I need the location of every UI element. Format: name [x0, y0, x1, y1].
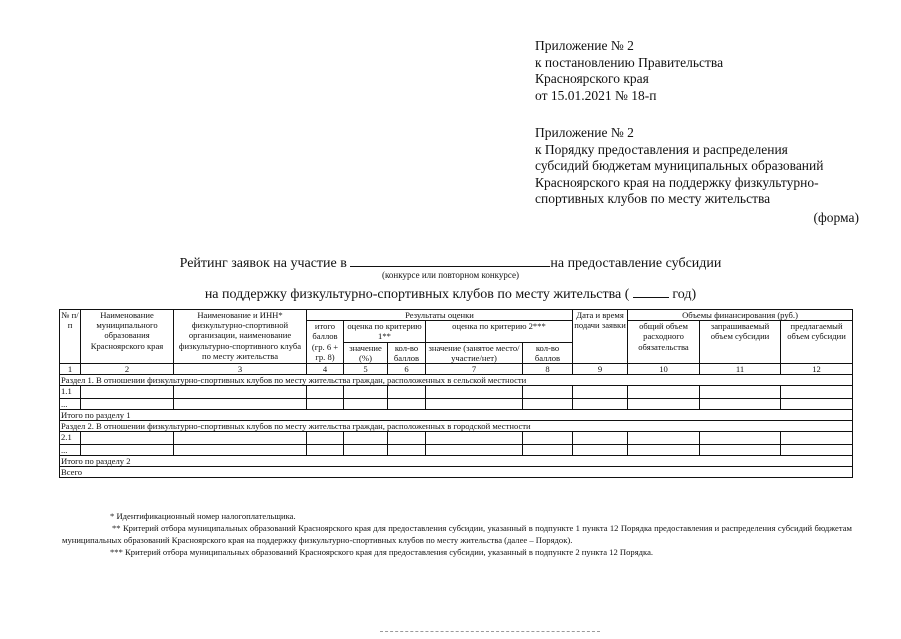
- table-cell[interactable]: [523, 399, 573, 410]
- table-cell[interactable]: [307, 445, 344, 456]
- row-number: 1.1: [60, 386, 81, 399]
- col-header-fin-total: общий объем расходного обязательства: [628, 321, 700, 364]
- table-cell[interactable]: [174, 386, 307, 399]
- table-cell[interactable]: [628, 399, 700, 410]
- title-line2a: на поддержку физкультурно-спортивных клубов по месту жительства (: [204, 287, 630, 302]
- col-header-num: № п/п: [60, 310, 81, 364]
- table-cell[interactable]: [523, 386, 573, 399]
- table-row: [60, 399, 853, 410]
- appendix-header: [535, 38, 723, 104]
- table-cell[interactable]: [388, 386, 426, 399]
- table-cell[interactable]: [174, 432, 307, 445]
- table-cell[interactable]: [523, 445, 573, 456]
- col-header-value-place: значение (занятое место/участие/нет): [426, 342, 523, 363]
- table-cell[interactable]: [174, 399, 307, 410]
- table-cell[interactable]: [426, 399, 523, 410]
- table-cell[interactable]: [344, 386, 388, 399]
- table-cell[interactable]: [628, 386, 700, 399]
- table-cell[interactable]: [573, 386, 628, 399]
- table-cell[interactable]: [426, 432, 523, 445]
- footnote-1: * Идентификационный номер налогоплательщика.: [110, 511, 296, 521]
- col-number: 11: [700, 364, 781, 375]
- year-blank[interactable]: [633, 285, 669, 298]
- table-cell[interactable]: [781, 399, 853, 410]
- table-cell[interactable]: [628, 445, 700, 456]
- table-cell[interactable]: [344, 399, 388, 410]
- col-number: 4: [307, 364, 344, 375]
- table-cell[interactable]: [781, 445, 853, 456]
- rating-table: [59, 309, 853, 478]
- col-number: 8: [523, 364, 573, 375]
- row-number: 2.1: [60, 432, 81, 445]
- table-cell[interactable]: [573, 399, 628, 410]
- title-part2: на предоставление субсидии: [550, 256, 722, 271]
- section1-total: Итого по разделу 1: [60, 410, 853, 421]
- table-row: [60, 432, 853, 445]
- table-cell[interactable]: [781, 386, 853, 399]
- section2-total: Итого по разделу 2: [60, 456, 853, 467]
- header2-line: спортивных клубов по месту жительства: [535, 191, 771, 207]
- col-header-organization: Наименование и ИНН* физкультурно-спортивной организации, наименование физкультурно-спортивного клуба по месту жительства: [174, 310, 307, 364]
- header-line: от 15.01.2021 № 18-п: [535, 87, 657, 103]
- appendix-header-2: [535, 125, 823, 208]
- page-edge-divider: [380, 631, 600, 632]
- header2-line: Красноярского края на поддержку физкультурно-: [535, 174, 819, 190]
- table-cell[interactable]: [628, 432, 700, 445]
- col-number: 10: [628, 364, 700, 375]
- col-header-results: Результаты оценки: [307, 310, 573, 321]
- col-number: 1: [60, 364, 81, 375]
- header2-line: субсидий бюджетам муниципальных образований: [535, 158, 824, 174]
- col-number: 7: [426, 364, 523, 375]
- col-number: 5: [344, 364, 388, 375]
- section1-title: Раздел 1. В отношении физкультурно-спортивных клубов по месту жительства граждан, расположенных в сельской местности: [60, 375, 853, 386]
- row-ellipsis: ...: [60, 445, 81, 456]
- col-number: 3: [174, 364, 307, 375]
- table-cell[interactable]: [700, 432, 781, 445]
- row-ellipsis: ...: [60, 399, 81, 410]
- col-header-points1: кол-во баллов: [388, 342, 426, 363]
- table-row: [60, 445, 853, 456]
- contest-type-blank[interactable]: [350, 254, 550, 267]
- col-number: 2: [81, 364, 174, 375]
- col-header-financing: Объемы финансирования (руб.): [628, 310, 853, 321]
- table-cell[interactable]: [388, 445, 426, 456]
- table-cell[interactable]: [81, 399, 174, 410]
- footnote-3: *** Критерий отбора муниципальных образований Красноярского края для предоставления субсидии, указанный в подпункте 2 пункта 12 Порядка.: [110, 547, 654, 557]
- title-part1: Рейтинг заявок на участие в: [179, 256, 347, 271]
- table-cell[interactable]: [573, 432, 628, 445]
- table-cell[interactable]: [81, 386, 174, 399]
- col-number: 12: [781, 364, 853, 375]
- col-number: 9: [573, 364, 628, 375]
- table-cell[interactable]: [388, 399, 426, 410]
- col-header-total-points: итого баллов (гр. 6 + гр. 8): [307, 321, 344, 364]
- section2-title: Раздел 2. В отношении физкультурно-спортивных клубов по месту жительства граждан, расположенных в городской местности: [60, 421, 853, 432]
- table-cell[interactable]: [81, 432, 174, 445]
- document-title-line2: [0, 285, 901, 303]
- table-cell[interactable]: [174, 445, 307, 456]
- col-number: 6: [388, 364, 426, 375]
- header2-line: к Порядку предоставления и распределения: [535, 141, 788, 157]
- table-cell[interactable]: [307, 399, 344, 410]
- col-header-points2: кол-во баллов: [523, 342, 573, 363]
- header-line: Красноярского края: [535, 71, 649, 87]
- footnote-2: ** Критерий отбора муниципальных образований Красноярского края для предоставления субсидии, указанный в подпункте 1 пункта 12 Порядка предоставления и распределения субсидий бюджетам муниципальных образований Красноярского края на поддержку физкультурно-спортивных клубов по месту жительства (далее – Порядок).: [62, 523, 852, 545]
- form-label: (форма): [813, 210, 859, 225]
- table-cell[interactable]: [307, 386, 344, 399]
- table-cell[interactable]: [344, 432, 388, 445]
- table-cell[interactable]: [700, 386, 781, 399]
- table-cell[interactable]: [344, 445, 388, 456]
- table-cell[interactable]: [81, 445, 174, 456]
- table-cell[interactable]: [523, 432, 573, 445]
- title-line2b: год): [672, 287, 697, 302]
- col-header-fin-requested: запрашиваемый объем субсидии: [700, 321, 781, 364]
- table-cell[interactable]: [573, 445, 628, 456]
- header-line: Приложение № 2: [535, 38, 634, 53]
- col-header-value-pct: значение (%): [344, 342, 388, 363]
- table-cell[interactable]: [700, 399, 781, 410]
- table-cell[interactable]: [426, 386, 523, 399]
- contest-type-hint: (конкурсе или повторном конкурсе): [382, 270, 520, 280]
- col-header-date: Дата и время подачи заявки: [573, 310, 628, 364]
- table-cell[interactable]: [426, 445, 523, 456]
- table-row: [60, 386, 853, 399]
- header2-line: Приложение № 2: [535, 125, 634, 140]
- table-cell[interactable]: [700, 445, 781, 456]
- table-cell[interactable]: [781, 432, 853, 445]
- table-cell[interactable]: [388, 432, 426, 445]
- header-line: к постановлению Правительства: [535, 54, 724, 70]
- table-cell[interactable]: [307, 432, 344, 445]
- col-header-criterion2: оценка по критерию 2***: [426, 321, 573, 342]
- col-header-fin-proposed: предлагаемый объем субсидии: [781, 321, 853, 364]
- col-header-municipality: Наименование муниципального образования Красноярского края: [81, 310, 174, 364]
- col-header-criterion1: оценка по критерию 1**: [344, 321, 426, 342]
- grand-total: Всего: [60, 467, 853, 478]
